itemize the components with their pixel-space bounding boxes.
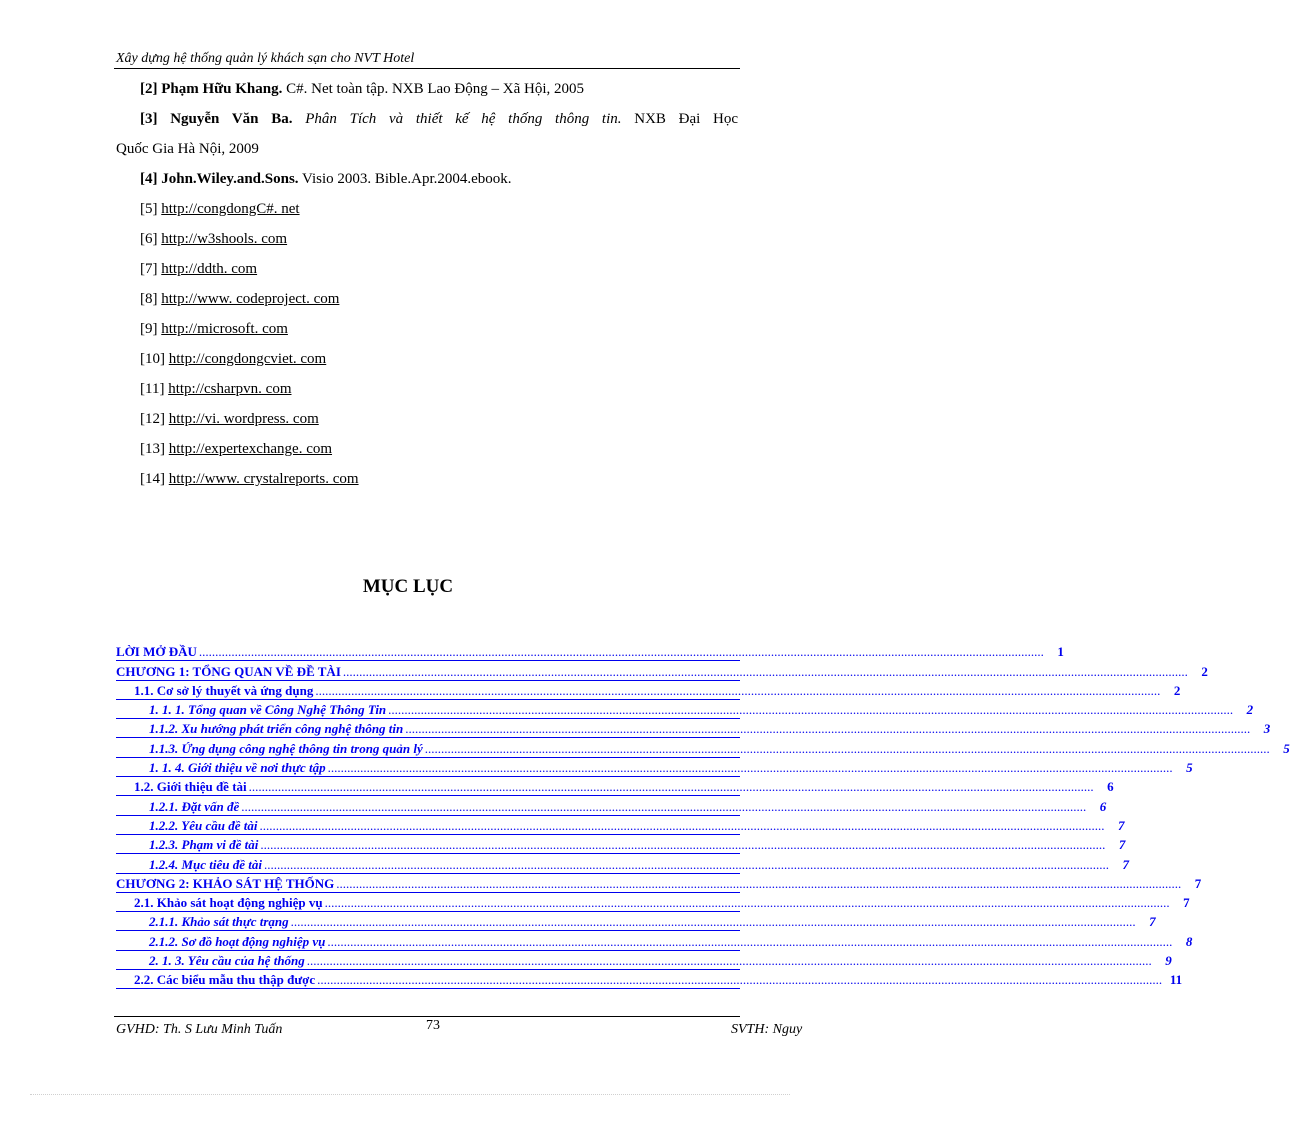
toc-entry[interactable] (116, 796, 1107, 815)
reference-continuation: Quốc Gia Hà Nội, 2009 (116, 141, 259, 157)
toc-entry[interactable] (116, 681, 1181, 700)
toc-entry-page[interactable]: 6 (1099, 798, 1107, 814)
reference-author: Nguyễn Văn Ba. (170, 111, 293, 127)
reference-item (140, 314, 738, 344)
toc-entry-page[interactable]: 7 (1183, 895, 1190, 911)
toc-leader-dots: .................................................................................................................................................................................................................................................................... (290, 914, 1136, 930)
footer-rule (114, 1016, 740, 1017)
reference-details: C#. Net toàn tập. NXB Lao Động – Xã Hội, 2005 (282, 81, 585, 97)
reference-number: [14] (140, 471, 165, 487)
reference-item (140, 164, 738, 194)
reference-number: [12] (140, 411, 165, 427)
toc-entry-page[interactable]: 5 (1283, 740, 1290, 756)
footer-supervisor: GVHD: Th. S Lưu Minh Tuấn (116, 1022, 283, 1037)
toc-entry-page[interactable]: 2 (1173, 682, 1181, 698)
toc-entry-page[interactable]: 7 (1122, 856, 1130, 872)
toc-entry-page[interactable]: 7 (1118, 837, 1126, 853)
toc-leader-dots: .................................................................................................................................................................................................................................................................... (327, 760, 1173, 776)
toc-entry-page[interactable]: 9 (1165, 953, 1172, 969)
reference-item (140, 344, 738, 374)
footer-student: SVTH: Nguy (731, 1022, 803, 1037)
toc-entry-label[interactable]: CHƯƠNG 2: KHẢO SÁT HỆ THỐNG (116, 875, 335, 891)
toc-entry-label[interactable]: 1.1. Cơ sở lý thuyết và ứng dụng (134, 682, 314, 698)
table-of-contents (116, 642, 1290, 989)
toc-entry-label[interactable]: 2.1.2. Sơ đồ hoạt động nghiệp vụ (149, 933, 326, 949)
toc-entry-label[interactable]: 1. 1. 1. Tổng quan về Công Nghệ Thông Tin (149, 702, 387, 718)
toc-entry-page[interactable]: 2 (1201, 663, 1208, 679)
page-number: 73 (426, 1018, 440, 1033)
reference-number: [8] (140, 291, 158, 307)
toc-leader-dots: .................................................................................................................................................................................................................................................................... (405, 721, 1251, 737)
reference-item (140, 74, 738, 104)
reference-number: [4] (140, 171, 158, 187)
reference-item (140, 374, 738, 404)
toc-entry-page[interactable]: 7 (1117, 817, 1125, 833)
reference-link[interactable]: http://www. crystalreports. com (168, 471, 359, 487)
reference-item (140, 194, 738, 224)
reference-number: [10] (140, 351, 165, 367)
toc-entry[interactable] (116, 777, 1114, 796)
toc-leader-dots: .................................................................................................................................................................................................................................................................... (424, 740, 1270, 756)
reference-link[interactable]: http://csharpvn. com (168, 381, 292, 397)
toc-leader-dots: .................................................................................................................................................................................................................................................................... (306, 953, 1152, 969)
toc-entry-page[interactable]: 8 (1185, 933, 1193, 949)
reference-author: John.Wiley.and.Sons. (161, 171, 299, 187)
toc-leader-dots: .................................................................................................................................................................................................................................................................... (248, 779, 1094, 795)
toc-entry-label[interactable]: LỜI MỞ ĐẦU (116, 644, 197, 660)
reference-link[interactable]: http://congdongcviet. com (168, 351, 327, 367)
toc-entry[interactable] (116, 854, 1130, 873)
reference-number: [2] (140, 81, 158, 97)
reference-number: [3] (140, 111, 158, 127)
toc-entry-label[interactable]: 1.2.1. Đặt vấn đề (149, 798, 240, 814)
header-rule (114, 68, 740, 69)
toc-leader-dots: .................................................................................................................................................................................................................................................................... (324, 895, 1170, 911)
toc-leader-dots: .................................................................................................................................................................................................................................................................... (342, 663, 1188, 679)
toc-entry[interactable] (116, 893, 1190, 912)
reference-link[interactable]: http://expertexchange. com (168, 441, 333, 457)
toc-leader-dots: .................................................................................................................................................................................................................................................................... (241, 798, 1087, 814)
toc-entry-page[interactable]: 7 (1194, 875, 1202, 891)
toc-entry-page[interactable]: 2 (1246, 702, 1254, 718)
reference-item (140, 224, 738, 254)
toc-entry[interactable] (116, 758, 1193, 777)
toc-entry[interactable] (116, 912, 1156, 931)
toc-title: MỤC LỤC (362, 576, 454, 597)
toc-entry[interactable] (116, 642, 1064, 661)
reference-item (140, 254, 738, 284)
reference-item (140, 284, 738, 314)
toc-leader-dots: .................................................................................................................................................................................................................................................................... (327, 933, 1173, 949)
reference-list (116, 74, 738, 494)
toc-entry-page[interactable]: 7 (1149, 914, 1156, 930)
reference-number: [7] (140, 261, 158, 277)
toc-entry[interactable] (116, 874, 1202, 893)
toc-entry-label[interactable]: 1.2. Giới thiệu đề tài (134, 779, 247, 795)
reference-item (140, 404, 738, 434)
toc-entry-label[interactable]: 2.1. Khảo sát hoạt động nghiệp vụ (134, 895, 323, 911)
reference-item (140, 464, 738, 494)
reference-link[interactable]: http://congdongC#. net (161, 201, 300, 217)
toc-entry[interactable] (116, 951, 1172, 970)
toc-entry[interactable] (116, 931, 1193, 950)
reference-link[interactable]: http://vi. wordpress. com (168, 411, 319, 427)
reference-item (140, 434, 738, 464)
toc-leader-dots: .................................................................................................................................................................................................................................................................... (315, 682, 1161, 698)
reference-link[interactable]: http://ddth. com (161, 261, 258, 277)
toc-entry-page[interactable]: 3 (1263, 721, 1271, 737)
toc-entry-page[interactable]: 11 (1169, 972, 1183, 988)
toc-leader-dots: .................................................................................................................................................................................................................................................................... (388, 702, 1234, 718)
reference-link[interactable]: http://w3shools. com (161, 231, 288, 247)
toc-entry[interactable] (116, 970, 1183, 989)
toc-entry-page[interactable]: 1 (1057, 644, 1064, 660)
reference-item (140, 104, 738, 134)
toc-entry-label[interactable]: 1.1.2. Xu hướng phát triển công nghệ thông tin (149, 721, 404, 737)
toc-entry-label[interactable]: 2.1.1. Khảo sát thực trạng (149, 914, 289, 930)
reference-number: [6] (140, 231, 158, 247)
reference-link[interactable]: http://microsoft. com (161, 321, 288, 337)
toc-leader-dots: .................................................................................................................................................................................................................................................................... (260, 837, 1106, 853)
reference-number: [13] (140, 441, 165, 457)
toc-entry-label[interactable]: 1.1.3. Ứng dụng công nghệ thông tin trong quản lý (149, 740, 423, 756)
reference-details: NXB Đại Học (621, 111, 738, 127)
running-header: Xây dựng hệ thống quản lý khách sạn cho NVT Hotel (116, 51, 415, 66)
toc-entry-label[interactable]: 1. 1. 4. Giới thiệu về nơi thực tập (149, 760, 326, 776)
reference-details: Visio 2003. Bible.Apr.2004.ebook. (298, 171, 512, 187)
toc-entry-page[interactable]: 5 (1186, 760, 1193, 776)
toc-entry-label[interactable]: 1.2.2. Yêu cầu đề tài (149, 817, 258, 833)
toc-leader-dots: .................................................................................................................................................................................................................................................................... (336, 875, 1182, 891)
toc-entry-label[interactable]: 1.2.3. Phạm vi đề tài (149, 837, 259, 853)
toc-leader-dots: .................................................................................................................................................................................................................................................................... (259, 817, 1105, 833)
toc-entry-label[interactable]: 2. 1. 3. Yêu cầu của hệ thống (149, 953, 305, 969)
reference-title: Phân Tích và thiết kế hệ thống thông tin. (292, 111, 622, 127)
toc-leader-dots: .................................................................................................................................................................................................................................................................... (264, 856, 1110, 872)
page-border (30, 1094, 790, 1095)
toc-entry-label[interactable]: 2.2. Các biểu mẫu thu thập được (134, 972, 316, 988)
toc-entry[interactable] (116, 738, 1290, 757)
toc-entry-page[interactable]: 6 (1107, 779, 1114, 795)
toc-entry[interactable] (116, 835, 1126, 854)
reference-number: [9] (140, 321, 158, 337)
toc-entry[interactable] (116, 700, 1254, 719)
toc-entry-label[interactable]: 1.2.4. Mục tiêu đề tài (149, 856, 263, 872)
toc-leader-dots: .................................................................................................................................................................................................................................................................... (198, 644, 1044, 660)
reference-number: [5] (140, 201, 158, 217)
reference-author: Phạm Hữu Khang. (161, 81, 283, 97)
toc-entry[interactable] (116, 719, 1271, 738)
reference-number: [11] (140, 381, 165, 397)
toc-entry[interactable] (116, 661, 1208, 680)
reference-link[interactable]: http://www. codeproject. com (161, 291, 340, 307)
toc-leader-dots: .................................................................................................................................................................................................................................................................... (317, 972, 1163, 988)
toc-entry-label[interactable]: CHƯƠNG 1: TỔNG QUAN VỀ ĐỀ TÀI (116, 663, 341, 679)
toc-entry[interactable] (116, 816, 1125, 835)
